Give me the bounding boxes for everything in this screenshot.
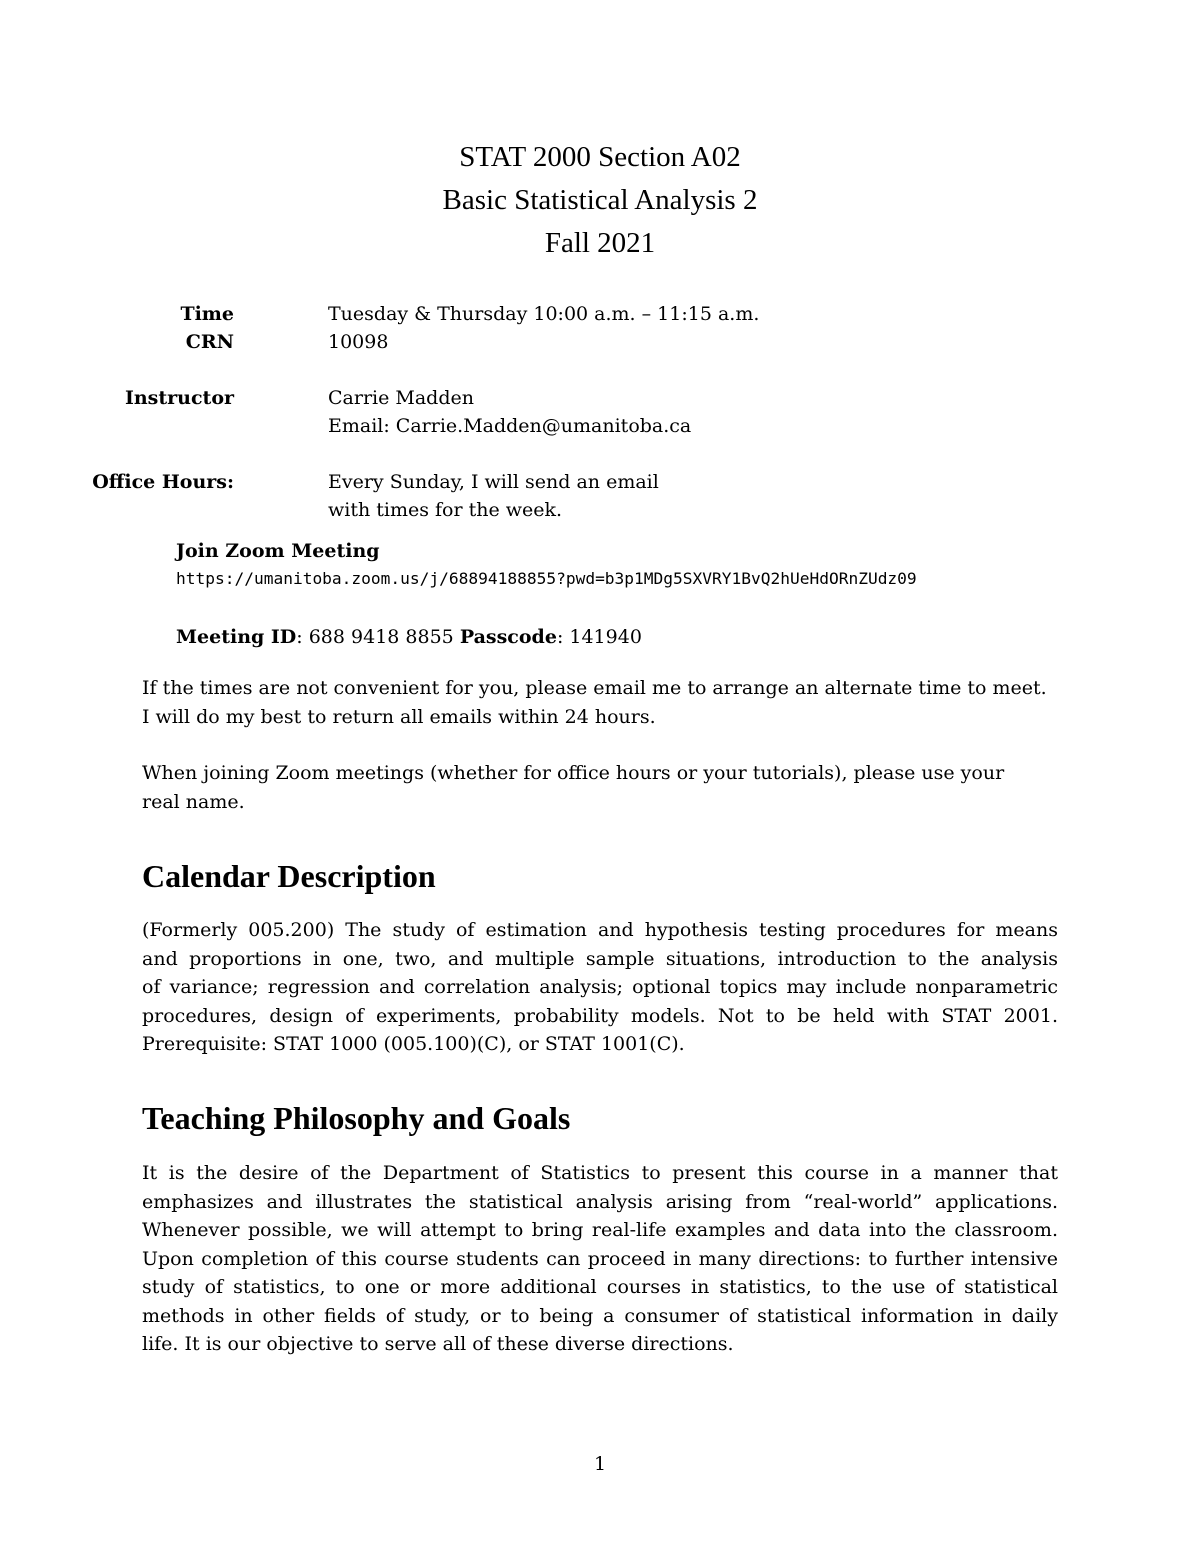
instructor-label: Instructor <box>124 387 234 409</box>
meeting-id-value: : 688 9418 8855 <box>296 626 460 648</box>
office-hours-line2: with times for the week. <box>328 499 563 521</box>
course-info-table <box>92 300 1130 524</box>
spacer-row <box>130 440 1130 468</box>
office-hours-label: Office Hours: <box>92 471 234 493</box>
paragraph-line: of variance; regression and correlation analysis; optional topics may include nonparametric <box>142 976 1058 998</box>
page-number: 1 <box>593 1453 607 1475</box>
meeting-id-label: Meeting ID <box>176 626 297 648</box>
calendar-description-heading: Calendar Description <box>142 858 436 894</box>
calendar-description-body <box>142 916 1058 1059</box>
paragraph-line: It is the desire of the Department of Statistics to present this course in a manner that <box>142 1162 1058 1184</box>
instructor-email-row <box>130 412 1130 440</box>
zoom-meeting-block <box>176 537 917 593</box>
paragraph-line: procedures, design of experiments, probability models. Not to be held with STAT 2001. <box>142 1004 1058 1027</box>
passcode-value: : 141940 <box>556 626 642 648</box>
office-hours-row <box>92 468 1130 496</box>
zoom-name-note <box>142 759 1058 816</box>
note-line: If the times are not convenient for you, please email me to arrange an alternate time to meet. <box>142 677 1047 699</box>
paragraph-line: Prerequisite: STAT 1000 (005.100)(C), or STAT 1001(C). <box>142 1033 685 1055</box>
teaching-philosophy-body <box>142 1159 1058 1359</box>
paragraph-line: study of statistics, to one or more additional courses in statistics, to the use of statistical <box>142 1276 1058 1298</box>
passcode-label: Passcode <box>459 626 557 648</box>
crn-value: 10098 <box>328 331 389 353</box>
instructor-email: Email: Carrie.Madden@umanitoba.ca <box>328 415 692 437</box>
paragraph-line: (Formerly 005.200) The study of estimation and hypothesis testing procedures for means <box>142 919 1058 941</box>
teaching-philosophy-heading: Teaching Philosophy and Goals <box>142 1100 571 1136</box>
time-row <box>130 300 1130 328</box>
note-line: real name. <box>142 790 245 813</box>
paragraph-line: and proportions in one, two, and multiple sample situations, introduction to the analysis <box>142 947 1058 970</box>
instructor-name: Carrie Madden <box>328 387 474 409</box>
term-title: Fall 2021 <box>544 227 656 259</box>
availability-note <box>142 674 1058 731</box>
note-line: When joining Zoom meetings (whether for office hours or your tutorials), please use your <box>142 762 1005 784</box>
paragraph-line: emphasizes and illustrates the statistical analysis arising from “real-world” applications. <box>142 1190 1058 1213</box>
time-label: Time <box>180 303 234 325</box>
paragraph-line: methods in other fields of study, or to being a consumer of statistical information in daily <box>142 1304 1058 1327</box>
crn-label: CRN <box>185 331 234 353</box>
note-line: I will do my best to return all emails within 24 hours. <box>142 705 656 728</box>
paragraph-line: Upon completion of this course students can proceed in many directions: to further intensive <box>142 1247 1058 1270</box>
paragraph-line: Whenever possible, we will attempt to bring real-life examples and data into the classroom. <box>142 1219 1058 1241</box>
title-block <box>0 136 1200 265</box>
spacer-row <box>130 356 1130 384</box>
crn-row <box>130 328 1130 356</box>
time-value: Tuesday & Thursday 10:00 a.m. – 11:15 a.m. <box>328 303 760 325</box>
course-code-title: STAT 2000 Section A02 <box>459 141 741 173</box>
office-hours-row-2 <box>130 496 1130 524</box>
zoom-meeting-link[interactable]: https://umanitoba.zoom.us/j/68894188855?pwd=b3p1MDg5SXVRY1BvQ2hUeHdORnZUdz09 <box>176 569 917 588</box>
course-name-title: Basic Statistical Analysis 2 <box>442 184 758 216</box>
paragraph-line: life. It is our objective to serve all of these diverse directions. <box>142 1333 734 1355</box>
instructor-row <box>124 384 1130 412</box>
meeting-credentials <box>176 623 642 651</box>
zoom-title: Join Zoom Meeting <box>176 540 380 562</box>
office-hours-line1: Every Sunday, I will send an email <box>328 471 659 493</box>
